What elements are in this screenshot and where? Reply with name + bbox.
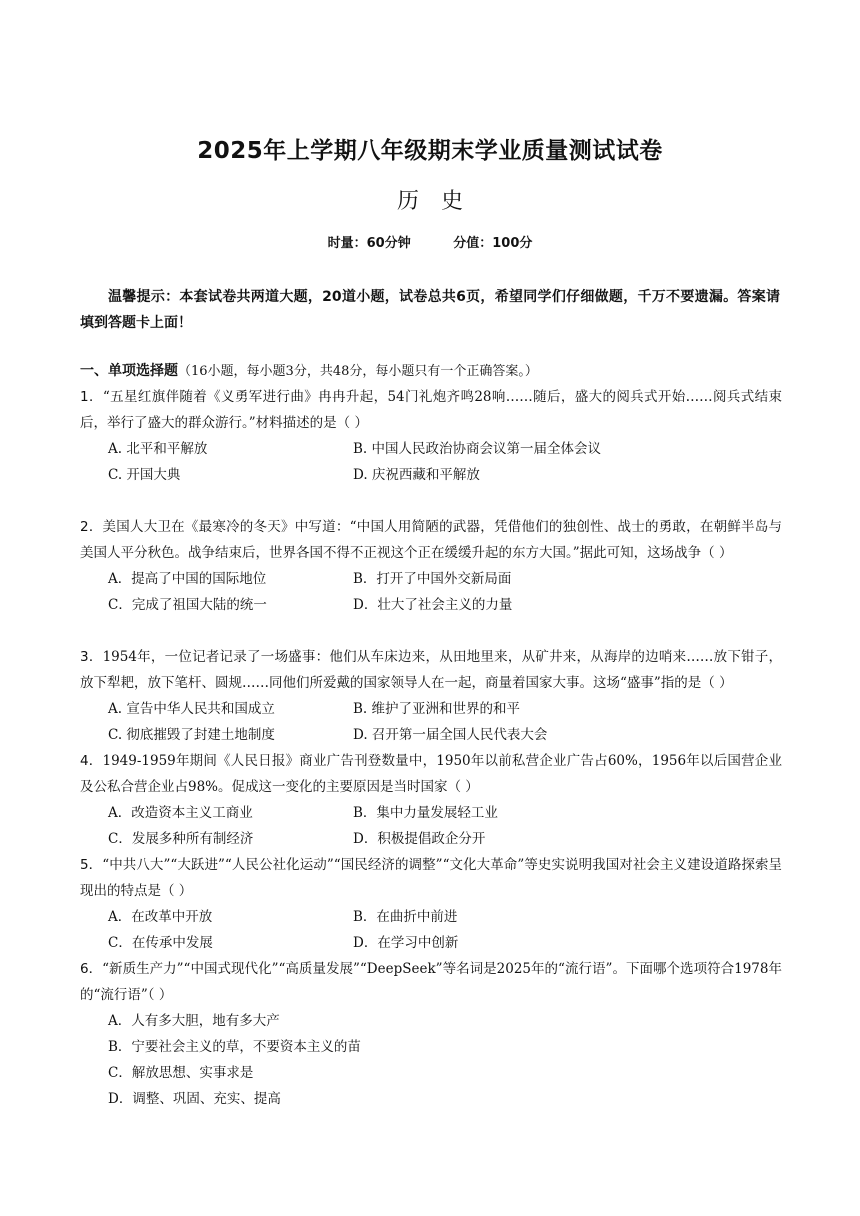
option-c: C．在传承中发展 xyxy=(108,935,213,951)
question-number: 6． xyxy=(80,961,103,977)
exam-title: 2025年上学期八年级期末学业质量测试试卷 xyxy=(197,138,663,164)
option-a: A．改造资本主义工商业 xyxy=(108,805,253,821)
question-stem xyxy=(80,384,782,436)
option-c: C．解放思想、实事求是 xyxy=(108,1065,254,1081)
option-a: A．人有多大胆，地有多大产 xyxy=(108,1013,280,1029)
question-text: 1954年，一位记者记录了一场盛事：他们从车床边来，从田地里来，从矿井来，从海岸的边哨来……放下钳子，放下犁耙，放下笔杆、圆规……同他们所爱戴的国家领导人在一起，商量着国家大事。这场“盛事”指的是（ ） xyxy=(80,649,783,691)
option-b: B．打开了中国外交新局面 xyxy=(353,571,512,587)
option-d: D．积极提倡政企分开 xyxy=(353,831,486,847)
option-b: B．在曲折中前进 xyxy=(353,909,458,925)
option-d: D. 庆祝西藏和平解放 xyxy=(353,467,480,483)
section-title: 一、单项选择题 xyxy=(80,363,178,379)
question-number: 4． xyxy=(80,753,103,769)
option-d: D. 召开第一届全国人民代表大会 xyxy=(353,727,548,743)
question-5 xyxy=(80,852,782,956)
question-1 xyxy=(80,384,782,488)
option-a: A. 北平和平解放 xyxy=(108,441,208,457)
notice-text: 温馨提示：本套试卷共两道大题，20道小题，试卷总共6页，希望同学们仔细做题，千万不要遗漏。答案请填到答题卡上面！ xyxy=(80,289,780,331)
question-number: 5． xyxy=(80,857,103,873)
option-c: C. 开国大典 xyxy=(108,467,181,483)
question-text: “中共八大”“大跃进”“人民公社化运动”“国民经济的调整”“文化大革命”等史实说明我国对社会主义建设道路探索呈现出的特点是（ ） xyxy=(80,857,783,899)
option-b: B．宁要社会主义的草，不要资本主义的苗 xyxy=(108,1039,361,1055)
question-3 xyxy=(80,644,782,748)
subject-title: 历史 xyxy=(396,189,485,214)
question-text: “新质生产力”“中国式现代化”“高质量发展”“DeepSeek”等名词是2025年的“流行语”。下面哪个选项符合1978年的“流行语”（ ） xyxy=(80,961,782,1003)
duration-label: 时量：60分钟 xyxy=(327,236,411,251)
options-list xyxy=(80,800,782,852)
option-b: B. 中国人民政治协商会议第一届全体会议 xyxy=(353,441,602,457)
option-c: C. 彻底摧毁了封建土地制度 xyxy=(108,727,275,743)
options-list xyxy=(80,1008,782,1112)
option-b: B. 维护了亚洲和世界的和平 xyxy=(353,701,521,717)
option-a: A. 宣告中华人民共和国成立 xyxy=(108,701,275,717)
question-text: 1949-1959年期间《人民日报》商业广告刊登数量中，1950年以前私营企业广告占60%，1956年以后国营企业及公私合营企业占98%。促成这一变化的主要原因是当时国家（ ） xyxy=(80,753,782,795)
question-2 xyxy=(80,514,782,618)
question-number: 3． xyxy=(80,649,103,665)
question-stem xyxy=(80,514,782,566)
option-a: A．提高了中国的国际地位 xyxy=(108,571,267,587)
question-stem xyxy=(80,644,782,696)
score-label: 分值：100分 xyxy=(453,236,533,251)
question-text: 美国人大卫在《最寒冷的冬天》中写道：“中国人用简陋的武器，凭借他们的独创性、战士的勇敢，在朝鲜半岛与美国人平分秋色。战争结束后，世界各国不得不正视这个正在缓缓升起的东方大国。”据此可知，这场战争（ ） xyxy=(80,519,782,561)
section-description: （16小题，每小题3分，共48分，每小题只有一个正确答案。） xyxy=(178,364,538,379)
options-list xyxy=(80,696,782,748)
question-number: 1． xyxy=(80,389,103,405)
option-b: B．集中力量发展轻工业 xyxy=(353,805,498,821)
option-d: D．壮大了社会主义的力量 xyxy=(353,597,513,613)
options-list xyxy=(80,904,782,956)
option-a: A．在改革中开放 xyxy=(108,909,213,925)
option-c: C．发展多种所有制经济 xyxy=(108,831,254,847)
option-d: D．调整、巩固、充实、提高 xyxy=(108,1091,281,1107)
option-d: D．在学习中创新 xyxy=(353,935,459,951)
section-header xyxy=(80,358,780,385)
exam-meta xyxy=(0,232,860,251)
question-stem xyxy=(80,956,782,1008)
question-stem xyxy=(80,852,782,904)
question-number: 2． xyxy=(80,519,103,535)
options-list xyxy=(80,566,782,618)
option-c: C．完成了祖国大陆的统一 xyxy=(108,597,267,613)
question-6 xyxy=(80,956,782,1112)
question-4 xyxy=(80,748,782,852)
question-stem xyxy=(80,748,782,800)
question-text: “五星红旗伴随着《义勇军进行曲》冉冉升起，54门礼炮齐鸣28响……随后，盛大的阅兵式开始……阅兵式结束后，举行了盛大的群众游行。”材料描述的是（ ） xyxy=(80,389,782,431)
options-list xyxy=(80,436,782,488)
